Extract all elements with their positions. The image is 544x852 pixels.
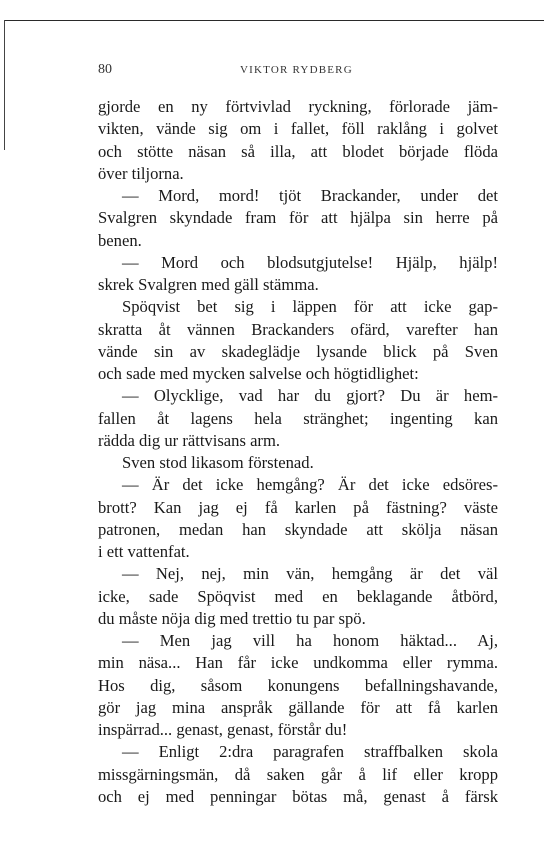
text-line: — Men jag vill ha honom häktad... Aj, bbox=[122, 631, 498, 650]
running-head bbox=[98, 62, 498, 80]
text-line: benen. bbox=[98, 230, 142, 250]
page-number: 80 bbox=[98, 62, 112, 77]
running-head-author: VIKTOR RYDBERG bbox=[240, 64, 353, 76]
text-line: missgärningsmän, då saken går å lif eller kropp bbox=[98, 764, 498, 784]
text-line: fallen åt lagens hela stränghet; ingenting kan bbox=[98, 408, 498, 428]
text-line: inspärrad... genast, genast, förstår du! bbox=[98, 720, 348, 739]
text-line: gör jag mina anspråk gällande för att få karlen bbox=[98, 697, 498, 717]
text-line: och ej med penningar bötas må, genast å färsk bbox=[98, 786, 498, 806]
body-text bbox=[98, 96, 498, 808]
text-line: min näsa... Han får icke undkomma eller rymma. bbox=[98, 653, 498, 673]
text-line: brott? Kan jag ej få karlen på fästning? väste bbox=[98, 497, 498, 517]
text-line: du måste nöja dig med trettio tu par spö. bbox=[98, 608, 366, 628]
text-line: och sade med mycken salvelse och högtidlighet: bbox=[98, 364, 419, 383]
text-line: — Olycklige, vad har du gjort? Du är hem- bbox=[122, 386, 498, 406]
text-line: — Enligt 2:dra paragrafen straffbalken skola bbox=[122, 742, 498, 762]
text-line: Spöqvist bet sig i läppen för att icke gap- bbox=[122, 297, 498, 317]
text-line: — Mord och blodsutgjutelse! Hjälp, hjälp! bbox=[122, 252, 498, 272]
text-line: gjorde en ny förtvivlad ryckning, förlorade jäm- bbox=[98, 97, 498, 116]
text-line: vände sin av skadeglädje lysande blick på Sven bbox=[98, 341, 498, 361]
text-line: — Mord, mord! tjöt Brackander, under det bbox=[122, 186, 498, 205]
text-line: Svalgren skyndade fram för att hjälpa sin herre på bbox=[98, 208, 498, 228]
text-line: vikten, vände sig om i fallet, föll raklång i golvet bbox=[98, 119, 498, 139]
text-line: patronen, medan han skyndade att skölja näsan bbox=[98, 519, 498, 539]
text-line: skratta åt vännen Brackanders ofärd, varefter han bbox=[98, 319, 498, 339]
text-line: över tiljorna. bbox=[98, 163, 184, 183]
text-line: och stötte näsan så illa, att blodet började flöda bbox=[98, 141, 498, 161]
text-line: rädda dig ur rättvisans arm. bbox=[98, 430, 281, 450]
text-line: Hos dig, såsom konungens befallningshavande, bbox=[98, 675, 498, 695]
text-line: i ett vattenfat. bbox=[98, 542, 190, 561]
text-line: — Nej, nej, min vän, hemgång är det väl bbox=[122, 564, 498, 584]
text-line: icke, sade Spöqvist med en beklagande åtbörd, bbox=[98, 586, 498, 606]
text-line: skrek Svalgren med gäll stämma. bbox=[98, 275, 319, 294]
text-line: — Är det icke hemgång? Är det icke edsöres- bbox=[122, 475, 498, 495]
text-line: Sven stod likasom förstenad. bbox=[122, 453, 314, 472]
